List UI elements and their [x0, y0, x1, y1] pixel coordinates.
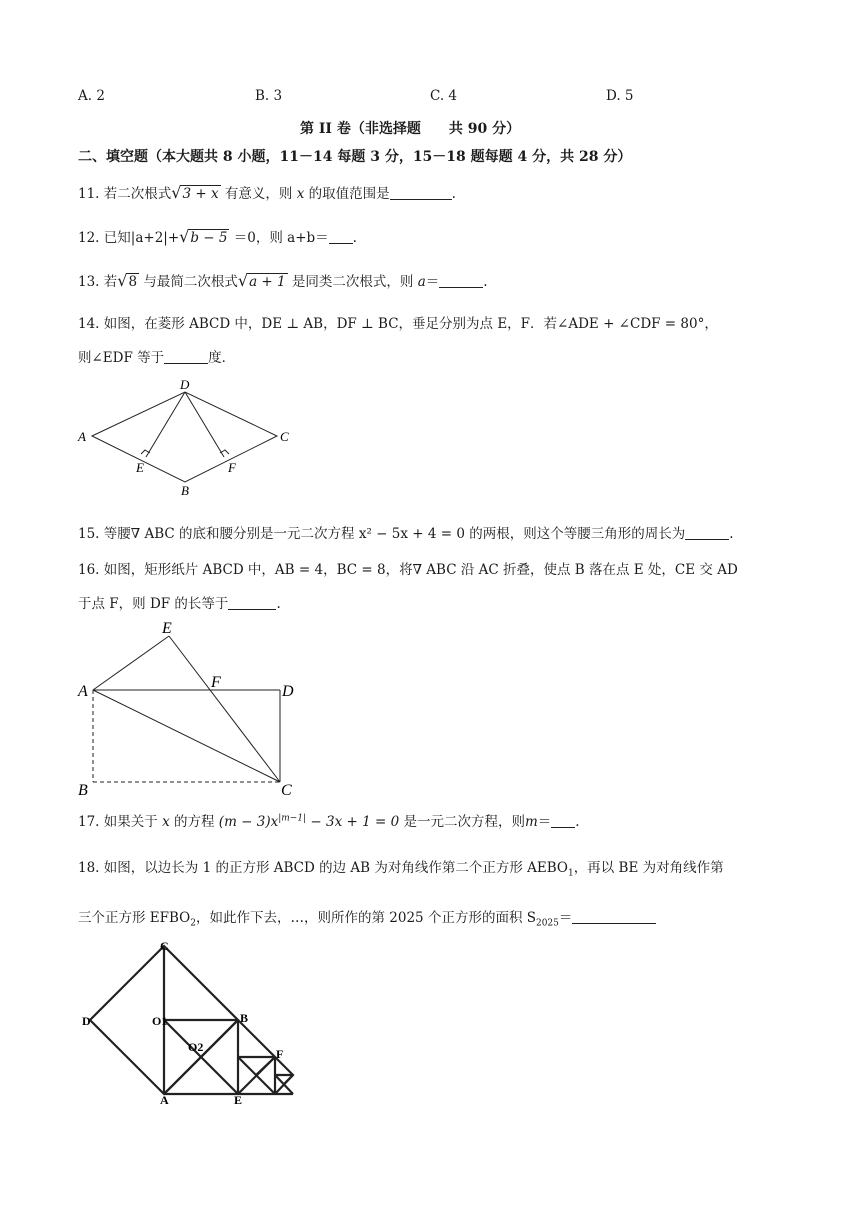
option-c: C. 4 — [430, 88, 458, 104]
label-c: C — [280, 429, 289, 444]
question-13: 13. 若√8 与最简二次根式√a + 1 是同类二次根式，则 a＝ . — [78, 271, 488, 290]
label-b: B — [240, 1011, 249, 1025]
question-number: 17. — [78, 814, 100, 830]
variable: a — [417, 274, 426, 290]
question-text: ＝0，则 a+b＝ — [233, 230, 329, 246]
question-text: 等腰∇ ABC 的底和腰分别是一元二次方程 x² − 5x + 4 = 0 的两根，则这个等腰三角形的周长为 — [103, 526, 686, 542]
option-d: D. 5 — [606, 88, 634, 104]
question-text: 与最简二次根式 — [143, 274, 238, 290]
question-text: 是同类二次根式，则 — [291, 274, 414, 290]
question-number: 11. — [78, 186, 100, 202]
answer-blank[interactable] — [572, 909, 656, 924]
question-15: 15. 等腰∇ ABC 的底和腰分别是一元二次方程 x² − 5x + 4 = 0 的两根，则这个等腰三角形的周长为 . — [78, 526, 734, 542]
label-f: F — [276, 1047, 284, 1061]
answer-blank[interactable] — [439, 273, 483, 288]
variable: x — [162, 814, 170, 830]
question-text: 有意义，则 — [224, 186, 293, 202]
question-number: 18. — [78, 860, 100, 876]
rhombus-figure — [70, 372, 310, 498]
question-number: 15. — [78, 526, 100, 542]
question-number: 13. — [78, 274, 100, 290]
answer-blank[interactable] — [164, 349, 208, 364]
label-e: E — [162, 620, 172, 637]
question-text: 如图，以边长为 1 的正方形 ABCD 的边 AB 为对角线作第二个正方形 AEBO — [103, 860, 568, 876]
label-b: B — [78, 782, 88, 799]
label-a: A — [78, 429, 86, 444]
question-text: 若 — [103, 274, 118, 290]
question-18-line2: 三个正方形 $EFBO_2$，如此作下去，…，则所作的第 2025 个正方形的面积 $S_{2025}=$ — [78, 906, 656, 929]
question-text: 已知|a+2|+ — [103, 230, 180, 246]
question-16 — [78, 558, 738, 578]
answer-blank[interactable] — [551, 813, 575, 828]
question-11: 11. 若二次根式√3 + x 有意义，则 x 的取值范围是 . — [78, 183, 456, 202]
radicand: 3 + x — [182, 186, 219, 202]
variable: x — [296, 186, 305, 202]
answer-blank[interactable] — [390, 185, 452, 200]
label-f: F — [211, 674, 221, 691]
nested-squares-figure — [80, 936, 310, 1106]
rectangle-fold-figure — [74, 614, 314, 800]
label-c: C — [160, 939, 169, 953]
radicand: 8 — [128, 274, 138, 290]
label-d: D — [180, 377, 190, 392]
question-17: 17. 如果关于 x 的方程 $(m - 3)x^{|m-1|} - 3x + 1 = 0$ 是一元二次方程，则m＝ . — [78, 813, 580, 830]
question-text: 如果关于 — [103, 814, 158, 830]
question-number: 12. — [78, 230, 100, 246]
label-d: D — [282, 683, 294, 700]
answer-blank[interactable] — [228, 595, 276, 610]
equation: $(m - 3)x^{|m-1|} - 3x + 1 = 0$ — [218, 813, 400, 830]
label-a: A — [160, 1093, 169, 1106]
radicand: a + 1 — [249, 274, 286, 290]
label-e: E — [234, 1093, 243, 1106]
label-o2: O2 — [188, 1040, 204, 1054]
question-text: 的方程 — [174, 814, 215, 830]
radicand: b − 5 — [190, 230, 228, 246]
label-o1: O1 — [152, 1014, 168, 1028]
question-text: 若二次根式 — [103, 186, 172, 202]
label-f: F — [228, 460, 236, 475]
option-a: A. 2 — [78, 88, 105, 104]
section-title: 第 II 卷（非选择题 共 90 分） — [300, 121, 521, 137]
question-16-line2: 于点 F，则 DF 的长等于 . — [78, 596, 281, 612]
label-c: C — [281, 782, 292, 799]
answer-blank[interactable] — [329, 229, 353, 244]
label-e: E — [136, 460, 144, 475]
question-text: 是一元二次方程，则 — [403, 814, 525, 830]
question-14 — [78, 312, 718, 332]
question-18: 18. 如图，以边长为 1 的正方形 ABCD 的边 AB 为对角线作第二个正方形 $AEBO_1$，再以 BE 为对角线作第 — [78, 860, 724, 879]
question-text: 如图，矩形纸片 ABCD 中，AB = 4，BC = 8，将∇ ABC 沿 AC 折叠，使点 B 落在点 E 处，CE 交 AD — [103, 562, 738, 578]
question-number: 16. — [78, 562, 100, 578]
question-number: 14. — [78, 316, 100, 332]
label-d: D — [82, 1014, 91, 1028]
label-b: B — [181, 483, 189, 498]
question-text: 如图，在菱形 ABCD 中，DE ⊥ AB，DF ⊥ BC，垂足分别为点 E，F．若∠ADE + ∠CDF = 80°， — [103, 316, 718, 332]
question-text: 的取值范围是 — [308, 186, 390, 202]
part2-heading: 二、填空题（本大题共 8 小题，11－14 每题 3 分，15－18 题每题 4 分，共 28 分） — [78, 149, 632, 165]
question-12: 12. 已知|a+2|+√b − 5 ＝0，则 a+b＝ . — [78, 227, 357, 246]
option-b: B. 3 — [255, 88, 283, 104]
question-14-line2: 则∠EDF 等于 度． — [78, 350, 236, 366]
label-a: A — [78, 683, 88, 700]
answer-blank[interactable] — [685, 525, 729, 540]
